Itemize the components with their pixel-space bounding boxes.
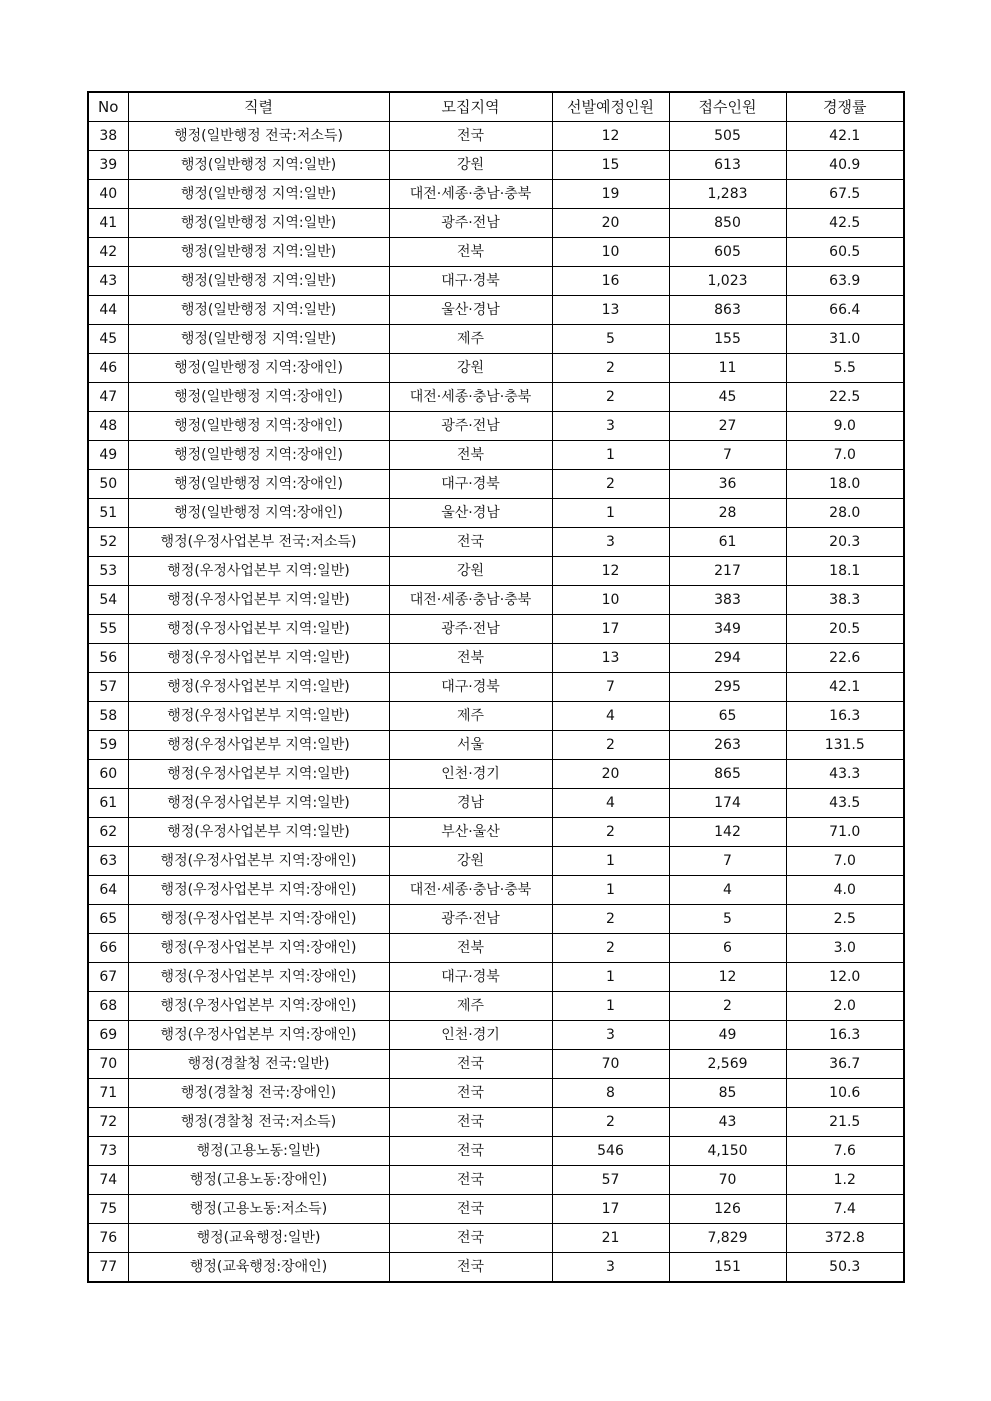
cell-no: 75 xyxy=(88,1195,128,1224)
cell-no: 51 xyxy=(88,499,128,528)
cell-region: 강원 xyxy=(389,151,552,180)
table-row xyxy=(88,731,904,760)
table-row xyxy=(88,499,904,528)
cell-region: 광주·전남 xyxy=(389,905,552,934)
cell-applicants: 263 xyxy=(669,731,786,760)
cell-applicants: 155 xyxy=(669,325,786,354)
cell-competition-ratio: 372.8 xyxy=(786,1224,904,1253)
table-body xyxy=(88,122,904,1283)
cell-applicants: 142 xyxy=(669,818,786,847)
cell-competition-ratio: 3.0 xyxy=(786,934,904,963)
cell-applicants: 85 xyxy=(669,1079,786,1108)
cell-no: 74 xyxy=(88,1166,128,1195)
cell-no: 45 xyxy=(88,325,128,354)
cell-job-series: 행정(우정사업본부 지역:장애인) xyxy=(128,934,389,963)
cell-applicants: 4,150 xyxy=(669,1137,786,1166)
cell-applicants: 174 xyxy=(669,789,786,818)
cell-competition-ratio: 60.5 xyxy=(786,238,904,267)
cell-job-series: 행정(우정사업본부 지역:일반) xyxy=(128,789,389,818)
table-row xyxy=(88,615,904,644)
cell-no: 60 xyxy=(88,760,128,789)
header-planned-hires: 선발예정인원 xyxy=(552,92,669,122)
cell-no: 52 xyxy=(88,528,128,557)
cell-region: 광주·전남 xyxy=(389,209,552,238)
table-row xyxy=(88,557,904,586)
cell-job-series: 행정(고용노동:일반) xyxy=(128,1137,389,1166)
cell-planned-hires: 12 xyxy=(552,557,669,586)
table-row xyxy=(88,325,904,354)
table-row xyxy=(88,238,904,267)
table-row xyxy=(88,818,904,847)
cell-region: 대구·경북 xyxy=(389,267,552,296)
cell-planned-hires: 1 xyxy=(552,876,669,905)
cell-planned-hires: 3 xyxy=(552,528,669,557)
cell-region: 전북 xyxy=(389,644,552,673)
cell-planned-hires: 1 xyxy=(552,992,669,1021)
cell-region: 울산·경남 xyxy=(389,499,552,528)
cell-no: 49 xyxy=(88,441,128,470)
cell-job-series: 행정(경찰청 전국:저소득) xyxy=(128,1108,389,1137)
cell-applicants: 6 xyxy=(669,934,786,963)
cell-planned-hires: 2 xyxy=(552,383,669,412)
cell-job-series: 행정(우정사업본부 지역:장애인) xyxy=(128,905,389,934)
cell-region: 전국 xyxy=(389,1224,552,1253)
cell-region: 대구·경북 xyxy=(389,470,552,499)
cell-competition-ratio: 7.4 xyxy=(786,1195,904,1224)
cell-region: 대전·세종·충남·충북 xyxy=(389,383,552,412)
cell-applicants: 65 xyxy=(669,702,786,731)
table-row xyxy=(88,1224,904,1253)
cell-planned-hires: 2 xyxy=(552,354,669,383)
table-row xyxy=(88,876,904,905)
cell-competition-ratio: 12.0 xyxy=(786,963,904,992)
cell-no: 71 xyxy=(88,1079,128,1108)
cell-planned-hires: 16 xyxy=(552,267,669,296)
table-row xyxy=(88,644,904,673)
cell-region: 전국 xyxy=(389,122,552,151)
cell-no: 73 xyxy=(88,1137,128,1166)
cell-applicants: 43 xyxy=(669,1108,786,1137)
cell-no: 38 xyxy=(88,122,128,151)
cell-planned-hires: 1 xyxy=(552,441,669,470)
cell-region: 광주·전남 xyxy=(389,615,552,644)
table-row xyxy=(88,151,904,180)
table-row xyxy=(88,673,904,702)
cell-competition-ratio: 16.3 xyxy=(786,1021,904,1050)
table-row xyxy=(88,586,904,615)
cell-applicants: 4 xyxy=(669,876,786,905)
cell-no: 54 xyxy=(88,586,128,615)
cell-competition-ratio: 63.9 xyxy=(786,267,904,296)
cell-no: 44 xyxy=(88,296,128,325)
cell-job-series: 행정(일반행정 지역:장애인) xyxy=(128,499,389,528)
cell-competition-ratio: 42.1 xyxy=(786,122,904,151)
cell-applicants: 61 xyxy=(669,528,786,557)
cell-no: 43 xyxy=(88,267,128,296)
cell-competition-ratio: 16.3 xyxy=(786,702,904,731)
cell-no: 70 xyxy=(88,1050,128,1079)
cell-region: 대구·경북 xyxy=(389,673,552,702)
cell-applicants: 349 xyxy=(669,615,786,644)
cell-job-series: 행정(일반행정 지역:일반) xyxy=(128,209,389,238)
cell-competition-ratio: 2.0 xyxy=(786,992,904,1021)
table-row xyxy=(88,1021,904,1050)
cell-competition-ratio: 7.0 xyxy=(786,847,904,876)
cell-no: 65 xyxy=(88,905,128,934)
table-row xyxy=(88,847,904,876)
cell-planned-hires: 20 xyxy=(552,760,669,789)
cell-job-series: 행정(우정사업본부 지역:일반) xyxy=(128,673,389,702)
cell-competition-ratio: 22.6 xyxy=(786,644,904,673)
table-row xyxy=(88,934,904,963)
cell-applicants: 850 xyxy=(669,209,786,238)
cell-region: 광주·전남 xyxy=(389,412,552,441)
cell-no: 68 xyxy=(88,992,128,1021)
cell-competition-ratio: 40.9 xyxy=(786,151,904,180)
cell-planned-hires: 2 xyxy=(552,818,669,847)
cell-job-series: 행정(교육행정:일반) xyxy=(128,1224,389,1253)
cell-region: 강원 xyxy=(389,354,552,383)
cell-no: 58 xyxy=(88,702,128,731)
cell-competition-ratio: 43.3 xyxy=(786,760,904,789)
cell-no: 50 xyxy=(88,470,128,499)
cell-no: 42 xyxy=(88,238,128,267)
cell-job-series: 행정(우정사업본부 지역:일반) xyxy=(128,586,389,615)
cell-job-series: 행정(고용노동:저소득) xyxy=(128,1195,389,1224)
cell-competition-ratio: 18.0 xyxy=(786,470,904,499)
table-row xyxy=(88,354,904,383)
cell-no: 57 xyxy=(88,673,128,702)
cell-competition-ratio: 22.5 xyxy=(786,383,904,412)
cell-job-series: 행정(일반행정 지역:장애인) xyxy=(128,383,389,412)
cell-competition-ratio: 43.5 xyxy=(786,789,904,818)
header-region: 모집지역 xyxy=(389,92,552,122)
cell-competition-ratio: 42.5 xyxy=(786,209,904,238)
cell-job-series: 행정(일반행정 지역:일반) xyxy=(128,325,389,354)
cell-competition-ratio: 20.5 xyxy=(786,615,904,644)
cell-planned-hires: 13 xyxy=(552,296,669,325)
table-row xyxy=(88,1195,904,1224)
cell-planned-hires: 17 xyxy=(552,1195,669,1224)
cell-job-series: 행정(우정사업본부 지역:일반) xyxy=(128,731,389,760)
cell-job-series: 행정(일반행정 지역:일반) xyxy=(128,151,389,180)
cell-competition-ratio: 20.3 xyxy=(786,528,904,557)
cell-applicants: 605 xyxy=(669,238,786,267)
cell-planned-hires: 1 xyxy=(552,847,669,876)
cell-competition-ratio: 36.7 xyxy=(786,1050,904,1079)
cell-planned-hires: 3 xyxy=(552,1253,669,1283)
cell-job-series: 행정(우정사업본부 전국:저소득) xyxy=(128,528,389,557)
cell-job-series: 행정(일반행정 지역:장애인) xyxy=(128,441,389,470)
header-applicants: 접수인원 xyxy=(669,92,786,122)
table-row xyxy=(88,180,904,209)
header-competition-ratio: 경쟁률 xyxy=(786,92,904,122)
cell-applicants: 11 xyxy=(669,354,786,383)
cell-planned-hires: 5 xyxy=(552,325,669,354)
cell-region: 제주 xyxy=(389,702,552,731)
cell-job-series: 행정(우정사업본부 지역:일반) xyxy=(128,615,389,644)
cell-competition-ratio: 18.1 xyxy=(786,557,904,586)
cell-planned-hires: 12 xyxy=(552,122,669,151)
table-row xyxy=(88,789,904,818)
cell-region: 인천·경기 xyxy=(389,760,552,789)
cell-planned-hires: 17 xyxy=(552,615,669,644)
cell-competition-ratio: 7.6 xyxy=(786,1137,904,1166)
cell-region: 대전·세종·충남·충북 xyxy=(389,586,552,615)
table-row xyxy=(88,1166,904,1195)
cell-applicants: 217 xyxy=(669,557,786,586)
cell-region: 대전·세종·충남·충북 xyxy=(389,876,552,905)
cell-competition-ratio: 66.4 xyxy=(786,296,904,325)
cell-region: 부산·울산 xyxy=(389,818,552,847)
cell-competition-ratio: 10.6 xyxy=(786,1079,904,1108)
cell-competition-ratio: 71.0 xyxy=(786,818,904,847)
cell-region: 제주 xyxy=(389,992,552,1021)
header-no: No xyxy=(88,92,128,122)
cell-applicants: 7,829 xyxy=(669,1224,786,1253)
cell-region: 경남 xyxy=(389,789,552,818)
cell-planned-hires: 2 xyxy=(552,905,669,934)
cell-region: 전북 xyxy=(389,441,552,470)
cell-region: 대구·경북 xyxy=(389,963,552,992)
cell-no: 63 xyxy=(88,847,128,876)
table-row xyxy=(88,528,904,557)
cell-competition-ratio: 28.0 xyxy=(786,499,904,528)
table-row xyxy=(88,760,904,789)
cell-applicants: 1,023 xyxy=(669,267,786,296)
cell-planned-hires: 2 xyxy=(552,470,669,499)
cell-job-series: 행정(일반행정 지역:장애인) xyxy=(128,412,389,441)
cell-planned-hires: 1 xyxy=(552,963,669,992)
cell-job-series: 행정(일반행정 지역:장애인) xyxy=(128,470,389,499)
cell-no: 39 xyxy=(88,151,128,180)
cell-competition-ratio: 7.0 xyxy=(786,441,904,470)
cell-planned-hires: 4 xyxy=(552,702,669,731)
cell-no: 56 xyxy=(88,644,128,673)
cell-competition-ratio: 5.5 xyxy=(786,354,904,383)
cell-applicants: 49 xyxy=(669,1021,786,1050)
table-row xyxy=(88,963,904,992)
cell-no: 59 xyxy=(88,731,128,760)
table-row xyxy=(88,1050,904,1079)
cell-job-series: 행정(우정사업본부 지역:일반) xyxy=(128,818,389,847)
cell-planned-hires: 2 xyxy=(552,934,669,963)
cell-planned-hires: 2 xyxy=(552,731,669,760)
cell-job-series: 행정(우정사업본부 지역:일반) xyxy=(128,702,389,731)
cell-planned-hires: 7 xyxy=(552,673,669,702)
cell-region: 전국 xyxy=(389,528,552,557)
cell-region: 전국 xyxy=(389,1137,552,1166)
cell-region: 전국 xyxy=(389,1050,552,1079)
table-row xyxy=(88,1108,904,1137)
cell-no: 46 xyxy=(88,354,128,383)
cell-applicants: 505 xyxy=(669,122,786,151)
cell-region: 전국 xyxy=(389,1079,552,1108)
cell-competition-ratio: 50.3 xyxy=(786,1253,904,1283)
cell-no: 55 xyxy=(88,615,128,644)
cell-planned-hires: 10 xyxy=(552,238,669,267)
cell-applicants: 12 xyxy=(669,963,786,992)
table-row xyxy=(88,1253,904,1283)
cell-applicants: 294 xyxy=(669,644,786,673)
cell-applicants: 295 xyxy=(669,673,786,702)
cell-applicants: 70 xyxy=(669,1166,786,1195)
cell-planned-hires: 3 xyxy=(552,412,669,441)
cell-applicants: 865 xyxy=(669,760,786,789)
cell-competition-ratio: 42.1 xyxy=(786,673,904,702)
cell-planned-hires: 15 xyxy=(552,151,669,180)
cell-competition-ratio: 31.0 xyxy=(786,325,904,354)
table-row xyxy=(88,383,904,412)
cell-planned-hires: 10 xyxy=(552,586,669,615)
cell-planned-hires: 21 xyxy=(552,1224,669,1253)
table-row xyxy=(88,412,904,441)
cell-region: 강원 xyxy=(389,557,552,586)
cell-region: 전북 xyxy=(389,934,552,963)
cell-no: 62 xyxy=(88,818,128,847)
table-row xyxy=(88,209,904,238)
cell-applicants: 613 xyxy=(669,151,786,180)
cell-no: 53 xyxy=(88,557,128,586)
table-row xyxy=(88,122,904,151)
cell-competition-ratio: 9.0 xyxy=(786,412,904,441)
cell-job-series: 행정(우정사업본부 지역:일반) xyxy=(128,760,389,789)
cell-no: 76 xyxy=(88,1224,128,1253)
cell-job-series: 행정(일반행정 지역:일반) xyxy=(128,267,389,296)
table-row xyxy=(88,905,904,934)
cell-region: 대전·세종·충남·충북 xyxy=(389,180,552,209)
cell-job-series: 행정(일반행정 지역:일반) xyxy=(128,180,389,209)
cell-applicants: 28 xyxy=(669,499,786,528)
cell-no: 41 xyxy=(88,209,128,238)
cell-job-series: 행정(우정사업본부 지역:장애인) xyxy=(128,876,389,905)
cell-applicants: 7 xyxy=(669,441,786,470)
cell-planned-hires: 2 xyxy=(552,1108,669,1137)
cell-job-series: 행정(교육행정:장애인) xyxy=(128,1253,389,1283)
cell-no: 66 xyxy=(88,934,128,963)
cell-region: 전국 xyxy=(389,1253,552,1283)
cell-job-series: 행정(우정사업본부 지역:장애인) xyxy=(128,847,389,876)
cell-applicants: 36 xyxy=(669,470,786,499)
cell-job-series: 행정(우정사업본부 지역:장애인) xyxy=(128,963,389,992)
cell-applicants: 151 xyxy=(669,1253,786,1283)
cell-applicants: 863 xyxy=(669,296,786,325)
cell-job-series: 행정(우정사업본부 지역:장애인) xyxy=(128,1021,389,1050)
table-row xyxy=(88,441,904,470)
cell-region: 전국 xyxy=(389,1195,552,1224)
cell-no: 69 xyxy=(88,1021,128,1050)
cell-competition-ratio: 38.3 xyxy=(786,586,904,615)
table-row xyxy=(88,702,904,731)
cell-region: 전북 xyxy=(389,238,552,267)
cell-no: 47 xyxy=(88,383,128,412)
cell-no: 72 xyxy=(88,1108,128,1137)
cell-job-series: 행정(우정사업본부 지역:일반) xyxy=(128,557,389,586)
cell-competition-ratio: 67.5 xyxy=(786,180,904,209)
table-row xyxy=(88,267,904,296)
cell-applicants: 45 xyxy=(669,383,786,412)
cell-region: 전국 xyxy=(389,1166,552,1195)
cell-region: 강원 xyxy=(389,847,552,876)
cell-applicants: 5 xyxy=(669,905,786,934)
cell-region: 제주 xyxy=(389,325,552,354)
cell-planned-hires: 1 xyxy=(552,499,669,528)
cell-competition-ratio: 4.0 xyxy=(786,876,904,905)
header-job-series: 직렬 xyxy=(128,92,389,122)
cell-no: 40 xyxy=(88,180,128,209)
table-row xyxy=(88,470,904,499)
cell-job-series: 행정(일반행정 지역:장애인) xyxy=(128,354,389,383)
cell-job-series: 행정(경찰청 전국:일반) xyxy=(128,1050,389,1079)
cell-region: 전국 xyxy=(389,1108,552,1137)
cell-applicants: 383 xyxy=(669,586,786,615)
cell-no: 61 xyxy=(88,789,128,818)
cell-region: 울산·경남 xyxy=(389,296,552,325)
cell-job-series: 행정(일반행정 지역:일반) xyxy=(128,238,389,267)
cell-job-series: 행정(고용노동:장애인) xyxy=(128,1166,389,1195)
cell-job-series: 행정(일반행정 지역:일반) xyxy=(128,296,389,325)
cell-job-series: 행정(우정사업본부 지역:일반) xyxy=(128,644,389,673)
cell-competition-ratio: 21.5 xyxy=(786,1108,904,1137)
cell-job-series: 행정(일반행정 전국:저소득) xyxy=(128,122,389,151)
cell-no: 67 xyxy=(88,963,128,992)
table-row xyxy=(88,296,904,325)
cell-job-series: 행정(우정사업본부 지역:장애인) xyxy=(128,992,389,1021)
cell-planned-hires: 8 xyxy=(552,1079,669,1108)
cell-planned-hires: 19 xyxy=(552,180,669,209)
cell-planned-hires: 20 xyxy=(552,209,669,238)
cell-no: 48 xyxy=(88,412,128,441)
cell-competition-ratio: 2.5 xyxy=(786,905,904,934)
cell-applicants: 1,283 xyxy=(669,180,786,209)
cell-planned-hires: 4 xyxy=(552,789,669,818)
cell-applicants: 126 xyxy=(669,1195,786,1224)
cell-planned-hires: 57 xyxy=(552,1166,669,1195)
competition-ratio-table xyxy=(87,91,905,1283)
cell-planned-hires: 13 xyxy=(552,644,669,673)
table-row xyxy=(88,1079,904,1108)
cell-competition-ratio: 1.2 xyxy=(786,1166,904,1195)
cell-applicants: 2,569 xyxy=(669,1050,786,1079)
cell-competition-ratio: 131.5 xyxy=(786,731,904,760)
table-row xyxy=(88,992,904,1021)
cell-planned-hires: 546 xyxy=(552,1137,669,1166)
cell-no: 77 xyxy=(88,1253,128,1283)
cell-no: 64 xyxy=(88,876,128,905)
cell-region: 인천·경기 xyxy=(389,1021,552,1050)
cell-applicants: 2 xyxy=(669,992,786,1021)
cell-applicants: 7 xyxy=(669,847,786,876)
cell-job-series: 행정(경찰청 전국:장애인) xyxy=(128,1079,389,1108)
cell-region: 서울 xyxy=(389,731,552,760)
table-row xyxy=(88,1137,904,1166)
cell-planned-hires: 3 xyxy=(552,1021,669,1050)
cell-applicants: 27 xyxy=(669,412,786,441)
table-header-row xyxy=(88,92,904,122)
cell-planned-hires: 70 xyxy=(552,1050,669,1079)
